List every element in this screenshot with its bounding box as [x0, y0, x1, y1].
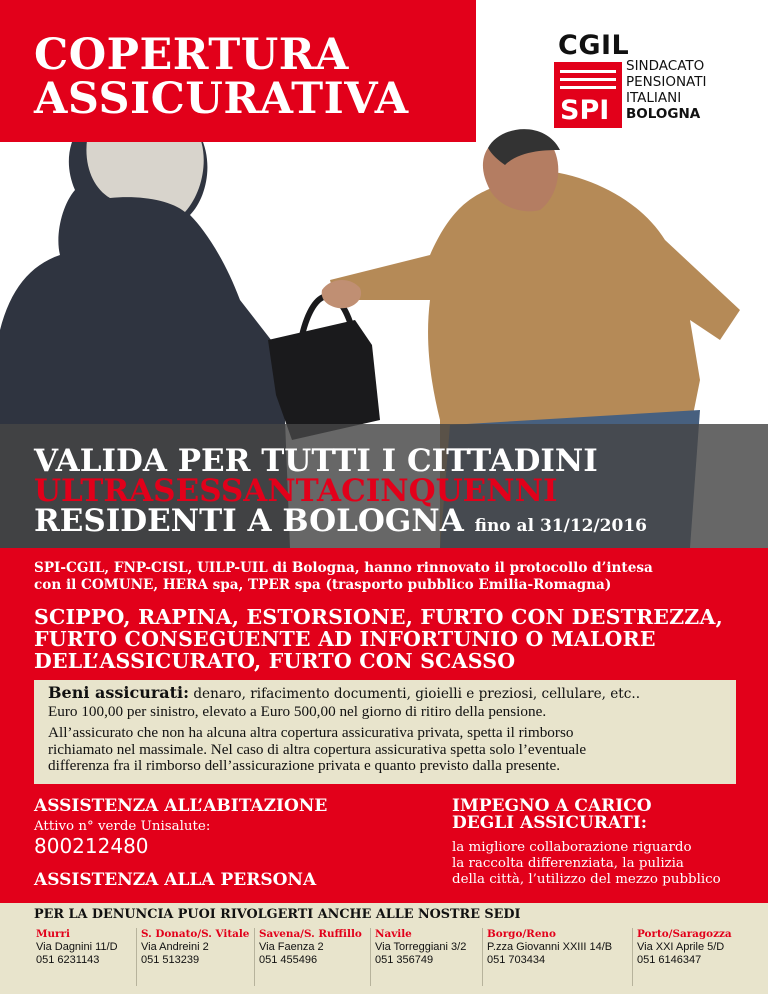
office-phone: 051 6146347 — [637, 954, 702, 966]
intro-line-1: SPI-CGIL, FNP-CISL, UILP-UIL di Bologna, hanno rinnovato il protocollo d’intesa — [34, 560, 653, 576]
logo-bar — [560, 70, 616, 73]
logo-spi-text: SPI — [560, 95, 610, 126]
office-item — [32, 928, 118, 986]
intro-text — [34, 560, 734, 594]
office-phone: 051 513239 — [141, 954, 200, 966]
commitment-title-2: DEGLI ASSICURATI: — [452, 813, 647, 833]
office-address: Via Torreggiani 3/2 — [375, 941, 467, 953]
crimes-line-2: FURTO CONSEGUENTE AD INFORTUNIO O MALORE — [34, 627, 656, 651]
office-name: Borgo/Reno — [487, 928, 556, 940]
crimes-line-3: DELL’ASSICURATO, FURTO CON SCASSO — [34, 649, 516, 673]
banner-line-2: ULTRASESSANTACINQUENNI — [34, 473, 558, 509]
office-phone: 051 455496 — [259, 954, 318, 966]
note-line-3: differenza fra il rimborso dell’assicurazione privata e quanto previsto dalla presente. — [48, 757, 561, 774]
office-item — [632, 928, 732, 986]
note-line-2: richiamato nel massimale. Nel caso di altra copertura assicurativa spetta solo l’eventuale — [48, 740, 587, 758]
office-name: Navile — [375, 928, 412, 940]
banner-line-3 — [34, 504, 647, 543]
office-address: P.zza Giovanni XXIII 14/B — [487, 941, 613, 953]
office-name: Murri — [36, 928, 70, 940]
logo-line-2: PENSIONATI — [626, 74, 707, 90]
commitment-text-3: della città, l’utilizzo del mezzo pubblico — [452, 872, 721, 887]
logo-line-4: BOLOGNA — [626, 106, 701, 122]
office-address: Via Andreini 2 — [141, 941, 209, 953]
title-box — [0, 0, 476, 142]
commitment-text-1: la migliore collaborazione riguardo — [452, 840, 692, 855]
logo-bar — [560, 78, 616, 81]
title-line-2: ASSICURATIVA — [34, 74, 409, 124]
insured-goods-items: denaro, rifacimento documenti, gioielli e preziosi, cellulare, etc.. — [189, 686, 641, 702]
office-name: Savena/S. Ruffillo — [259, 928, 362, 940]
green-number: 800212480 — [34, 834, 149, 858]
logo-cgil-text: CGIL — [558, 30, 630, 61]
insured-goods-label: Beni assicurati: — [48, 683, 189, 702]
reimbursement-note — [48, 725, 722, 775]
office-phone: 051 703434 — [487, 954, 546, 966]
crimes-line-1: SCIPPO, RAPINA, ESTORSIONE, FURTO CON DESTREZZA, — [34, 605, 723, 629]
office-address: Via Faenza 2 — [259, 941, 324, 953]
title-line-1: COPERTURA — [34, 30, 349, 80]
insured-amount: Euro 100,00 per sinistro, elevato a Euro 500,00 nel giorno di ritiro della pensione. — [48, 703, 547, 720]
insured-goods-box — [34, 680, 736, 784]
banner-line-1: VALIDA PER TUTTI I CITTADINI — [34, 443, 598, 479]
home-assistance-title: ASSISTENZA ALL’ABITAZIONE — [34, 796, 328, 816]
green-number-label: Attivo n° verde Unisalute: — [34, 819, 211, 834]
covered-crimes — [34, 606, 723, 672]
note-line-1: All’assicurato che non ha alcuna altra copertura assicurativa privata, spetta il rimborso — [48, 724, 574, 741]
office-name: S. Donato/S. Vitale — [141, 928, 250, 940]
office-item — [254, 928, 362, 986]
logo-spi-box — [554, 62, 622, 128]
logo-line-1: SINDACATO — [626, 58, 705, 74]
cgil-spi-logo — [554, 30, 754, 130]
person-assistance-title: ASSISTENZA ALLA PERSONA — [34, 870, 317, 890]
office-item — [370, 928, 466, 986]
banner-residents: RESIDENTI A BOLOGNA — [34, 503, 464, 539]
logo-bar — [560, 86, 616, 89]
office-item — [482, 928, 612, 986]
commitment-title-1: IMPEGNO A CARICO — [452, 796, 652, 816]
office-address: Via Dagnini 11/D — [36, 941, 118, 953]
offices-title: PER LA DENUNCIA PUOI RIVOLGERTI ANCHE ALLE NOSTRE SEDI — [34, 907, 521, 922]
intro-line-2: con il COMUNE, HERA spa, TPER spa (trasporto pubblico Emilia-Romagna) — [34, 577, 612, 593]
banner-date: fino al 31/12/2016 — [474, 516, 647, 536]
office-item — [136, 928, 249, 986]
office-phone: 051 6231143 — [36, 954, 100, 966]
commitment-text-2: la raccolta differenziata, la pulizia — [452, 856, 684, 871]
insured-goods-line — [48, 684, 722, 703]
office-address: Via XXI Aprile 5/D — [637, 941, 725, 953]
office-phone: 051 356749 — [375, 954, 434, 966]
logo-line-3: ITALIANI — [626, 90, 682, 106]
office-name: Porto/Saragozza — [637, 928, 732, 940]
